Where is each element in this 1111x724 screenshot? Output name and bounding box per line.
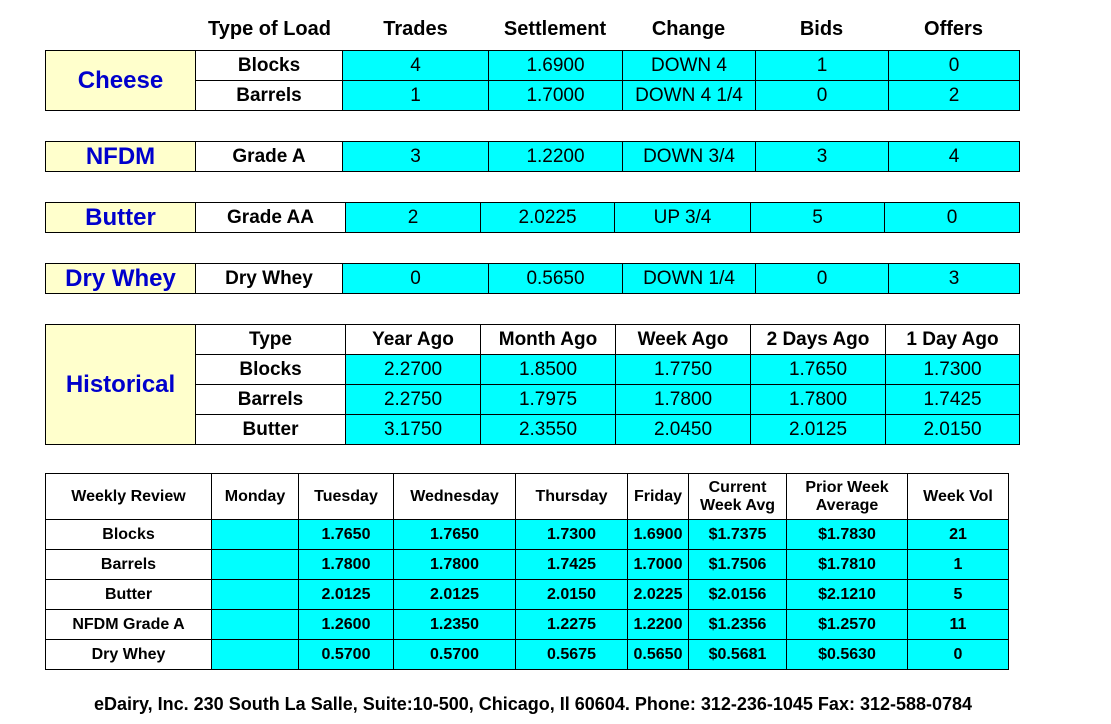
weekly-cell: $1.7830 [787, 520, 908, 550]
weekly-cell: 1.6900 [628, 520, 689, 550]
weekly-header-cell: Weekly Review [46, 474, 212, 520]
cheese-label: Cheese [45, 50, 196, 111]
dry-whey-bids: 0 [755, 263, 889, 294]
weekly-row-label: Blocks [46, 520, 212, 550]
cheese-blocks-offers: 0 [888, 50, 1020, 81]
weekly-cell: $1.7810 [787, 550, 908, 580]
weekly-cell: 0.5650 [628, 640, 689, 670]
weekly-cell: 0.5700 [394, 640, 516, 670]
header-offers: Offers [924, 17, 983, 40]
weekly-header-cell: Thursday [516, 474, 628, 520]
header-bids: Bids [799, 17, 844, 40]
table-row [46, 520, 1009, 550]
weekly-row-label: NFDM Grade A [46, 610, 212, 640]
nfdm-change: DOWN 3/4 [622, 141, 756, 172]
butter-offers: 0 [884, 202, 1020, 233]
historical-cell: 2.0125 [750, 414, 886, 445]
historical-row-label: Butter [195, 414, 346, 445]
table-row [46, 640, 1009, 670]
header-type-of-load: Type of Load [208, 17, 331, 40]
historical-cell: 1.7750 [615, 354, 751, 385]
nfdm-trades: 3 [342, 141, 489, 172]
historical-cell: 1.7425 [885, 384, 1020, 415]
weekly-header-cell: Prior Week Average [787, 474, 908, 520]
weekly-cell: 1.7425 [516, 550, 628, 580]
butter-bids: 5 [750, 202, 885, 233]
weekly-cell: 21 [908, 520, 1009, 550]
butter-type: Grade AA [195, 202, 346, 233]
butter-change: UP 3/4 [614, 202, 751, 233]
weekly-cell: 0.5700 [299, 640, 394, 670]
table-row [46, 580, 1009, 610]
historical-cell: 2.2700 [345, 354, 481, 385]
weekly-cell: $1.2570 [787, 610, 908, 640]
cheese-barrels-settlement: 1.7000 [488, 80, 623, 111]
weekly-cell: 5 [908, 580, 1009, 610]
butter-trades: 2 [345, 202, 481, 233]
dry-whey-settlement: 0.5650 [488, 263, 623, 294]
weekly-header-row [46, 474, 1009, 520]
weekly-cell: 1.2200 [628, 610, 689, 640]
weekly-cell: 2.0125 [394, 580, 516, 610]
weekly-cell: 1.2600 [299, 610, 394, 640]
cheese-barrels-offers: 2 [888, 80, 1020, 111]
weekly-cell: 2.0125 [299, 580, 394, 610]
historical-header-year-ago: Year Ago [345, 324, 481, 355]
dry-whey-label: Dry Whey [45, 263, 196, 294]
nfdm-bids: 3 [755, 141, 889, 172]
weekly-cell: $1.7375 [689, 520, 787, 550]
weekly-cell: $2.1210 [787, 580, 908, 610]
weekly-row-label: Butter [46, 580, 212, 610]
historical-cell: 1.8500 [480, 354, 616, 385]
cheese-blocks-type: Blocks [195, 50, 343, 81]
weekly-row-label: Dry Whey [46, 640, 212, 670]
historical-header-week-ago: Week Ago [615, 324, 751, 355]
weekly-header-cell: Week Vol [908, 474, 1009, 520]
weekly-cell: 0 [908, 640, 1009, 670]
historical-cell: 2.2750 [345, 384, 481, 415]
weekly-cell: 1.7800 [394, 550, 516, 580]
dry-whey-trades: 0 [342, 263, 489, 294]
nfdm-offers: 4 [888, 141, 1020, 172]
nfdm-label: NFDM [45, 141, 196, 172]
weekly-cell: 1.7800 [299, 550, 394, 580]
historical-header-type: Type [195, 324, 346, 355]
historical-cell: 1.7800 [615, 384, 751, 415]
weekly-cell [212, 580, 299, 610]
historical-row-label: Barrels [195, 384, 346, 415]
header-change: Change [651, 17, 726, 40]
butter-settlement: 2.0225 [480, 202, 615, 233]
historical-header-2-days-ago: 2 Days Ago [750, 324, 886, 355]
historical-cell: 3.1750 [345, 414, 481, 445]
cheese-barrels-trades: 1 [342, 80, 489, 111]
historical-cell: 1.7800 [750, 384, 886, 415]
weekly-header-cell: Wednesday [394, 474, 516, 520]
weekly-cell: $1.2356 [689, 610, 787, 640]
historical-label: Historical [45, 324, 196, 445]
weekly-cell: $0.5681 [689, 640, 787, 670]
cheese-blocks-settlement: 1.6900 [488, 50, 623, 81]
weekly-cell: 1.2350 [394, 610, 516, 640]
weekly-cell: $1.7506 [689, 550, 787, 580]
weekly-header-cell: Monday [212, 474, 299, 520]
cheese-blocks-bids: 1 [755, 50, 889, 81]
weekly-cell: 2.0225 [628, 580, 689, 610]
dry-whey-change: DOWN 1/4 [622, 263, 756, 294]
table-row [46, 550, 1009, 580]
historical-header-month-ago: Month Ago [480, 324, 616, 355]
weekly-cell: 1.7300 [516, 520, 628, 550]
weekly-cell: $2.0156 [689, 580, 787, 610]
cheese-blocks-change: DOWN 4 [622, 50, 756, 81]
weekly-cell: 1.7650 [394, 520, 516, 550]
weekly-cell: 1.7650 [299, 520, 394, 550]
historical-cell: 2.0450 [615, 414, 751, 445]
cheese-blocks-trades: 4 [342, 50, 489, 81]
dry-whey-offers: 3 [888, 263, 1020, 294]
footer-contact: eDairy, Inc. 230 South La Salle, Suite:10-500, Chicago, Il 60604. Phone: 312-236-1045 Fax: 312-588-0784 [93, 694, 973, 714]
header-trades: Trades [383, 17, 448, 40]
weekly-cell [212, 610, 299, 640]
weekly-cell [212, 520, 299, 550]
historical-row-label: Blocks [195, 354, 346, 385]
weekly-header-cell: Friday [628, 474, 689, 520]
historical-cell: 1.7650 [750, 354, 886, 385]
historical-cell: 1.7300 [885, 354, 1020, 385]
weekly-cell: 1.7000 [628, 550, 689, 580]
weekly-cell [212, 640, 299, 670]
header-settlement: Settlement [503, 17, 607, 40]
historical-cell: 1.7975 [480, 384, 616, 415]
cheese-barrels-change: DOWN 4 1/4 [622, 80, 756, 111]
weekly-row-label: Barrels [46, 550, 212, 580]
historical-cell: 2.3550 [480, 414, 616, 445]
weekly-cell: $0.5630 [787, 640, 908, 670]
weekly-cell: 1.2275 [516, 610, 628, 640]
nfdm-type: Grade A [195, 141, 343, 172]
table-row [46, 610, 1009, 640]
weekly-cell: 1 [908, 550, 1009, 580]
weekly-review-table [45, 473, 1009, 670]
weekly-cell: 11 [908, 610, 1009, 640]
weekly-header-cell: Tuesday [299, 474, 394, 520]
cheese-barrels-bids: 0 [755, 80, 889, 111]
weekly-cell: 2.0150 [516, 580, 628, 610]
cheese-barrels-type: Barrels [195, 80, 343, 111]
historical-header-1-day-ago: 1 Day Ago [885, 324, 1020, 355]
weekly-cell [212, 550, 299, 580]
butter-label: Butter [45, 202, 196, 233]
weekly-header-cell: Current Week Avg [689, 474, 787, 520]
historical-cell: 2.0150 [885, 414, 1020, 445]
dry-whey-type: Dry Whey [195, 263, 343, 294]
nfdm-settlement: 1.2200 [488, 141, 623, 172]
weekly-cell: 0.5675 [516, 640, 628, 670]
